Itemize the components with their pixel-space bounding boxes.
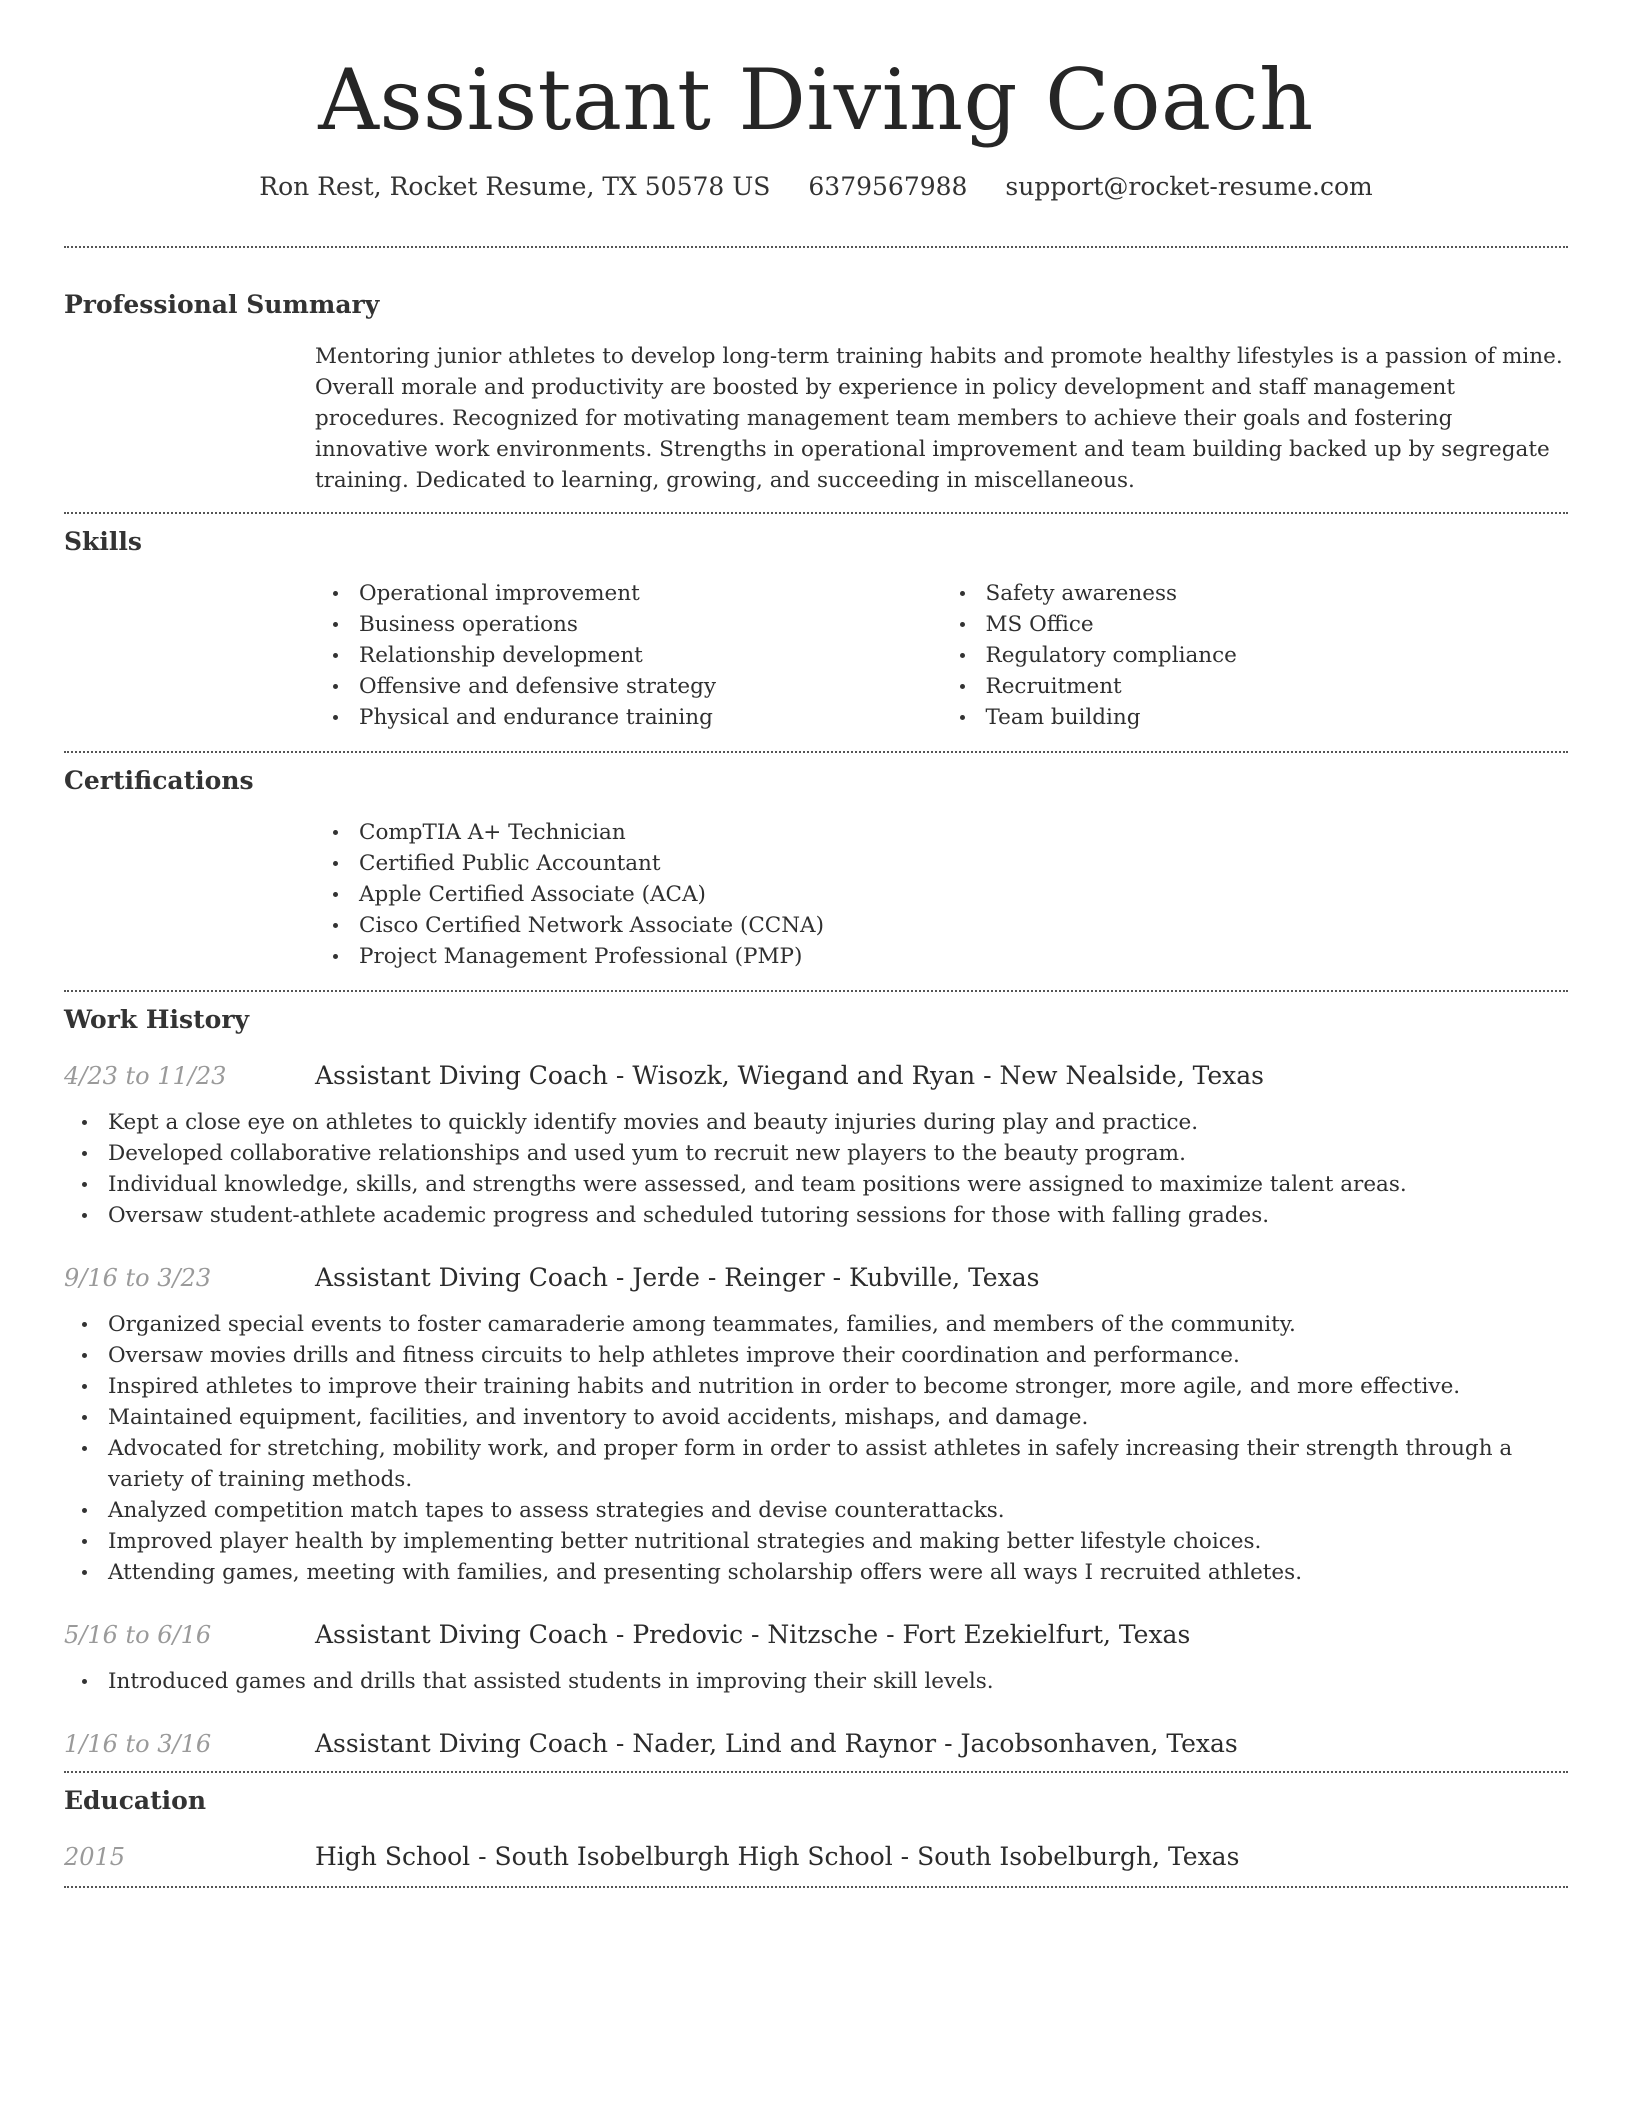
list-item: Inspired athletes to improve their training habits and nutrition in order to become stronger, more agile, and more effective. bbox=[108, 1371, 1568, 1402]
summary-text: Mentoring junior athletes to develop long-term training habits and promote healthy lifestyles is a passion of mine. Overall morale and productivity are boosted by experience in policy development and staff management procedures. Recognized for motivating management team members to achieve their goals and fostering innovative work environments. Strengths in operational improvement and team building backed up by segregate training. Dedicated to learning, growing, and succeeding in miscellaneous. bbox=[315, 344, 1563, 493]
job-date: 1/16 to 3/16 bbox=[64, 1730, 212, 1758]
work-history-heading: Work History bbox=[64, 1005, 250, 1034]
contact-email: support@rocket-resume.com bbox=[1005, 172, 1373, 201]
summary-heading: Professional Summary bbox=[64, 290, 380, 319]
list-item: Advocated for stretching, mobility work, and proper form in order to assist athletes in safely increasing their strength through a variety of training methods. bbox=[108, 1433, 1568, 1495]
list-item: MS Office bbox=[986, 609, 1569, 640]
job-entry bbox=[64, 1261, 1568, 1588]
job-entry bbox=[64, 1727, 1568, 1761]
skills-column-right bbox=[942, 578, 1569, 733]
contact-phone: 6379567988 bbox=[808, 172, 968, 201]
list-item: Offensive and defensive strategy bbox=[359, 671, 942, 702]
education-date: 2015 bbox=[64, 1843, 126, 1871]
job-date: 4/23 to 11/23 bbox=[64, 1062, 227, 1090]
section-divider bbox=[64, 990, 1568, 992]
list-item: Certified Public Accountant bbox=[359, 848, 1568, 879]
list-item: Organized special events to foster camaraderie among teammates, families, and members of the community. bbox=[108, 1309, 1568, 1340]
job-title: Assistant Diving Coach - Nader, Lind and Raynor - Jacobsonhaven, Texas bbox=[315, 1729, 1238, 1758]
certifications-list bbox=[315, 817, 1568, 972]
section-divider bbox=[64, 512, 1568, 514]
list-item: Analyzed competition match tapes to assess strategies and devise counterattacks. bbox=[108, 1495, 1568, 1526]
skills-column-left bbox=[315, 578, 942, 733]
job-entry bbox=[64, 1618, 1568, 1697]
list-item: Recruitment bbox=[986, 671, 1569, 702]
list-item: Maintained equipment, facilities, and inventory to avoid accidents, mishaps, and damage. bbox=[108, 1402, 1568, 1433]
list-item: Improved player health by implementing better nutritional strategies and making better lifestyle choices. bbox=[108, 1526, 1568, 1557]
list-item: Safety awareness bbox=[986, 578, 1569, 609]
section-divider bbox=[64, 1771, 1568, 1773]
list-item: Physical and endurance training bbox=[359, 702, 942, 733]
resume-page bbox=[64, 0, 1568, 1888]
education-entry bbox=[64, 1840, 1568, 1874]
list-item: Introduced games and drills that assisted students in improving their skill levels. bbox=[108, 1666, 1568, 1697]
skills-heading: Skills bbox=[64, 527, 142, 556]
job-entry bbox=[64, 1059, 1568, 1231]
list-item: Relationship development bbox=[359, 640, 942, 671]
job-date: 9/16 to 3/23 bbox=[64, 1264, 212, 1292]
list-item: Oversaw movies drills and fitness circuits to help athletes improve their coordination and performance. bbox=[108, 1340, 1568, 1371]
section-divider bbox=[64, 1886, 1568, 1888]
list-item: Operational improvement bbox=[359, 578, 942, 609]
job-title: Assistant Diving Coach - Jerde - Reinger - Kubville, Texas bbox=[315, 1263, 1040, 1292]
job-title: Assistant Diving Coach - Predovic - Nitzsche - Fort Ezekielfurt, Texas bbox=[315, 1620, 1191, 1649]
contact-address: Ron Rest, Rocket Resume, TX 50578 US bbox=[259, 172, 771, 201]
education-heading: Education bbox=[64, 1786, 207, 1815]
list-item: Cisco Certified Network Associate (CCNA) bbox=[359, 910, 1568, 941]
list-item: Business operations bbox=[359, 609, 942, 640]
job-date: 5/16 to 6/16 bbox=[64, 1621, 212, 1649]
list-item: Developed collaborative relationships and used yum to recruit new players to the beauty program. bbox=[108, 1138, 1568, 1169]
section-divider bbox=[64, 751, 1568, 753]
job-title: Assistant Diving Coach - Wisozk, Wiegand and Ryan - New Nealside, Texas bbox=[315, 1061, 1264, 1090]
list-item: Project Management Professional (PMP) bbox=[359, 941, 1568, 972]
list-item: Regulatory compliance bbox=[986, 640, 1569, 671]
education-title: High School - South Isobelburgh High School - South Isobelburgh, Texas bbox=[315, 1842, 1240, 1871]
list-item: Apple Certified Associate (ACA) bbox=[359, 879, 1568, 910]
section-divider bbox=[64, 246, 1568, 248]
certifications-heading: Certifications bbox=[64, 766, 254, 795]
contact-line bbox=[64, 170, 1568, 204]
list-item: Team building bbox=[986, 702, 1569, 733]
list-item: Kept a close eye on athletes to quickly identify movies and beauty injuries during play and practice. bbox=[108, 1107, 1568, 1138]
skills-list bbox=[315, 578, 1568, 733]
list-item: Oversaw student-athlete academic progress and scheduled tutoring sessions for those with falling grades. bbox=[108, 1200, 1568, 1231]
list-item: Individual knowledge, skills, and strengths were assessed, and team positions were assigned to maximize talent areas. bbox=[108, 1169, 1568, 1200]
list-item: CompTIA A+ Technician bbox=[359, 817, 1568, 848]
list-item: Attending games, meeting with families, and presenting scholarship offers were all ways I recruited athletes. bbox=[108, 1557, 1568, 1588]
resume-title: Assistant Diving Coach bbox=[318, 51, 1314, 149]
